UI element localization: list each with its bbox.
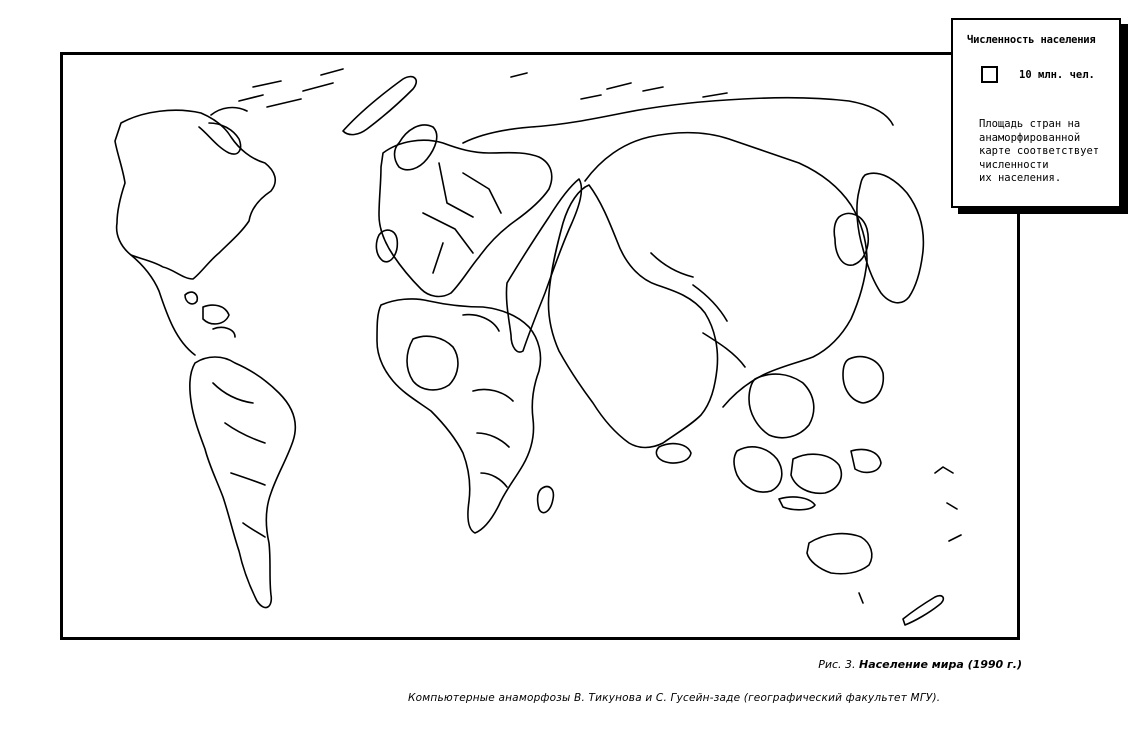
north-america-outline [115, 110, 275, 279]
hudson-bay [199, 123, 241, 154]
figure-caption [818, 658, 1022, 671]
legend-note-line: численности [979, 158, 1049, 171]
europe-borders [423, 163, 501, 273]
greenland-outline [343, 77, 416, 135]
china-outline [585, 133, 867, 407]
legend-note-line: анаморфированной [979, 131, 1081, 144]
scandinavia [395, 125, 437, 170]
africa-outline [377, 299, 541, 533]
legend-scale-square [981, 66, 998, 83]
south-america-borders [213, 383, 265, 537]
korea-outline [834, 213, 868, 265]
russia-arctic-coast [463, 98, 893, 143]
india-outline [548, 185, 717, 448]
figure-credit: Компьютерные анаморфозы В. Тикунова и С. Гусейн-заде (географический факультет МГУ). [408, 692, 941, 704]
sri-lanka [656, 444, 691, 463]
india-inner-borders [651, 253, 745, 367]
new-zealand [903, 596, 943, 625]
legend-title: Численность населения [967, 34, 1096, 46]
legend-note [979, 118, 1119, 186]
pacific-islands [859, 467, 961, 603]
europe-outline [379, 140, 552, 296]
legend-scale-label: 10 млн. чел. [1019, 69, 1095, 81]
caribbean-islands [185, 292, 235, 337]
anamorphic-world-map [60, 52, 1020, 640]
canada-arctic-islands [211, 69, 343, 115]
indonesia-outline [734, 447, 881, 510]
africa-borders [407, 315, 513, 487]
figure-title: Население мира (1990 г.) [859, 658, 1022, 671]
usa-mexico [131, 255, 195, 355]
madagascar [538, 487, 554, 513]
australia-outline [807, 534, 872, 574]
legend-box [951, 18, 1121, 208]
legend-note-line: Площадь стран на [979, 118, 1081, 130]
figure-number: Рис. 3. [818, 658, 856, 671]
siberian-islands [511, 73, 727, 99]
southeast-asia-outline [749, 374, 814, 438]
map-outlines [63, 55, 1017, 637]
south-america-outline [190, 357, 296, 608]
japan-outline [857, 173, 923, 303]
legend-note-line: карте соответствует [979, 145, 1100, 157]
legend-note-line: их населения. [979, 172, 1062, 184]
philippines [843, 357, 883, 403]
